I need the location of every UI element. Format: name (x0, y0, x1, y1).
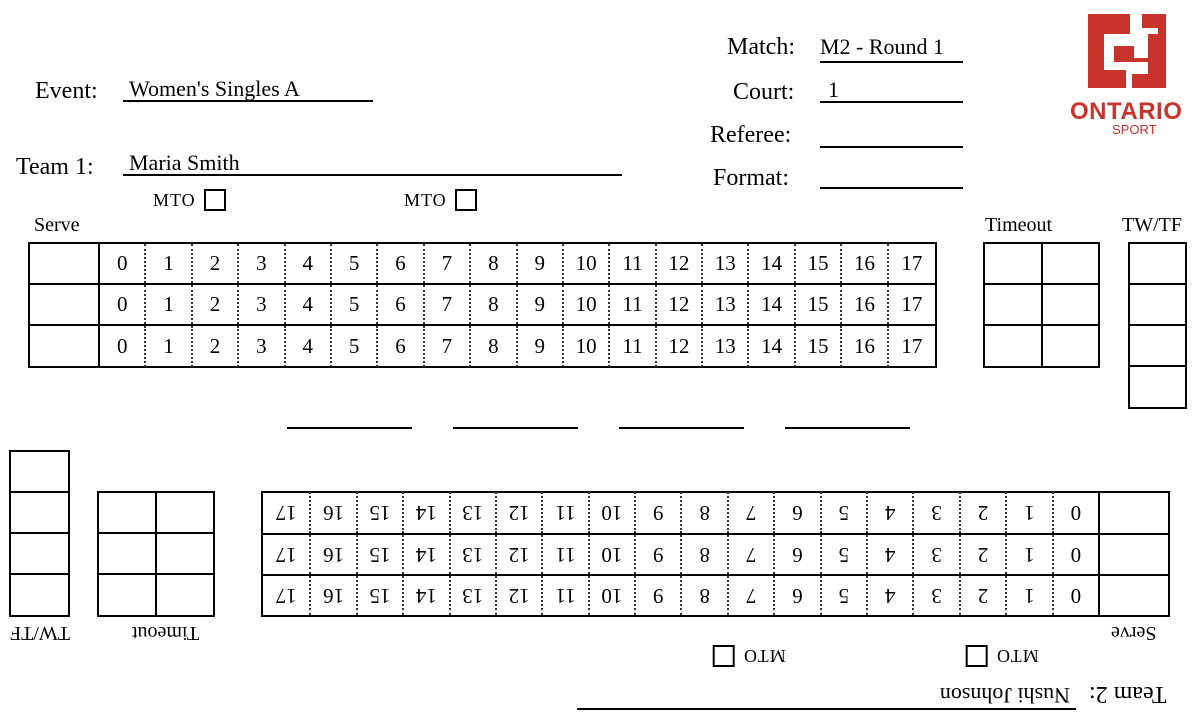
score-cell[interactable]: 4 (286, 244, 332, 283)
timeout-cell[interactable] (1043, 285, 1100, 326)
mto-label: MTO (404, 189, 447, 210)
serve-cell[interactable] (30, 326, 100, 367)
score-cell[interactable]: 11 (610, 326, 656, 367)
score-cell[interactable]: 14 (749, 244, 795, 283)
score-cell[interactable]: 1 (146, 326, 192, 367)
score-cell[interactable]: 2 (959, 492, 1005, 533)
team2-name: Nushi Johnson (939, 683, 1070, 708)
court-field[interactable]: 1 (820, 77, 963, 103)
score-cell[interactable]: 9 (518, 285, 564, 324)
team1-score-grid (28, 242, 937, 368)
score-cell[interactable]: 7 (727, 576, 773, 615)
score-cell[interactable]: 12 (657, 244, 703, 283)
court-label: Court: (733, 79, 795, 105)
timeout-cell[interactable] (99, 575, 157, 615)
score-cell[interactable]: 15 (796, 285, 842, 324)
score-cell[interactable]: 12 (495, 535, 541, 574)
timeout-cell[interactable] (99, 493, 157, 534)
score-cell[interactable]: 4 (286, 326, 332, 367)
score-cell[interactable]: 9 (518, 244, 564, 283)
score-cell[interactable]: 2 (193, 326, 239, 367)
mto-checkbox[interactable] (713, 645, 735, 667)
team1-name-field[interactable]: Maria Smith (123, 150, 622, 176)
score-cell[interactable]: 5 (820, 492, 866, 533)
score-cell[interactable]: 14 (402, 535, 448, 574)
score-cell[interactable]: 11 (541, 535, 587, 574)
score-cell[interactable]: 17 (901, 292, 923, 316)
score-cell[interactable]: 8 (680, 492, 726, 533)
twtf-cell[interactable] (11, 493, 68, 534)
score-cell[interactable]: 15 (356, 576, 402, 615)
match-field[interactable]: M2 - Round 1 (820, 34, 963, 63)
score-cell[interactable]: 13 (703, 244, 749, 283)
twtf-cell[interactable] (11, 534, 68, 575)
score-cell[interactable]: 2 (193, 244, 239, 283)
score-cell[interactable]: 7 (425, 244, 471, 283)
score-cell[interactable]: 8 (680, 535, 726, 574)
score-cell[interactable]: 1 (1005, 535, 1051, 574)
score-cell[interactable]: 0 (1052, 492, 1098, 533)
score-cell[interactable]: 8 (471, 285, 517, 324)
score-cell[interactable]: 12 (495, 576, 541, 615)
score-cell[interactable]: 1 (146, 244, 192, 283)
score-cell[interactable]: 10 (564, 244, 610, 283)
score-cell[interactable]: 0 (100, 285, 146, 324)
score-cell[interactable]: 15 (796, 244, 842, 283)
timeout-cell[interactable] (157, 493, 215, 534)
score-cell[interactable]: 8 (471, 244, 517, 283)
score-cell[interactable]: 6 (378, 285, 424, 324)
mto-checkbox[interactable] (966, 645, 988, 667)
mto-label: MTO (153, 189, 196, 210)
serve-cell[interactable] (30, 285, 100, 324)
team1-mto-2[interactable] (404, 189, 477, 211)
score-cell[interactable]: 9 (634, 535, 680, 574)
score-cell[interactable]: 4 (866, 535, 912, 574)
score-row (30, 244, 935, 285)
score-cell[interactable]: 0 (100, 244, 146, 283)
score-cell[interactable]: 4 (866, 576, 912, 615)
mto-label: MTO (743, 646, 786, 667)
score-cell[interactable]: 17 (275, 584, 297, 608)
twtf-cell[interactable] (1130, 326, 1185, 367)
timeout-cell[interactable] (99, 534, 157, 575)
twtf-cell[interactable] (11, 575, 68, 615)
twtf-cell[interactable] (1130, 244, 1185, 285)
score-row (263, 574, 1168, 615)
game-score-line-2[interactable] (453, 427, 578, 429)
serve-cell[interactable] (1098, 576, 1168, 615)
score-cell[interactable]: 4 (866, 492, 912, 533)
team1-twtf-grid (1128, 242, 1187, 409)
score-cell[interactable]: 5 (332, 326, 378, 367)
team2-timeout-label: Timeout (132, 622, 200, 644)
score-cell[interactable]: 10 (588, 535, 634, 574)
timeout-cell[interactable] (985, 326, 1043, 366)
score-row (263, 492, 1168, 533)
team2-twtf-label: TW/TF (10, 622, 70, 644)
score-cell[interactable]: 7 (425, 326, 471, 367)
score-cell[interactable]: 6 (773, 535, 819, 574)
score-row (30, 326, 935, 367)
team2-mto-2[interactable] (966, 645, 1039, 667)
score-cell[interactable]: 1 (1005, 492, 1051, 533)
score-cell[interactable]: 15 (796, 326, 842, 367)
match-label: Match: (727, 34, 795, 60)
ontario-sport-logo (1068, 12, 1186, 138)
score-row (30, 285, 935, 326)
score-cell[interactable]: 14 (749, 285, 795, 324)
score-cell[interactable]: 8 (471, 326, 517, 367)
timeout-cell[interactable] (157, 575, 215, 615)
team2-name-field[interactable] (577, 682, 1076, 710)
team1-timeout-label: Timeout (985, 214, 1053, 236)
score-cell[interactable]: 12 (495, 492, 541, 533)
timeout-cell[interactable] (1043, 244, 1100, 285)
score-cell[interactable]: 16 (842, 326, 888, 367)
team1-twtf-label: TW/TF (1122, 214, 1182, 236)
referee-label: Referee: (710, 122, 792, 148)
mto-checkbox[interactable] (204, 189, 226, 211)
score-cell[interactable]: 6 (773, 576, 819, 615)
team2-timeout-grid (97, 491, 215, 617)
score-cell[interactable]: 10 (564, 326, 610, 367)
twtf-cell[interactable] (1130, 285, 1185, 326)
ontario-sport-logo-mark (1068, 12, 1186, 102)
score-cell[interactable]: 3 (239, 244, 285, 283)
team2-label: Team 2: (1089, 681, 1167, 707)
score-cell[interactable]: 9 (634, 492, 680, 533)
score-cell[interactable]: 5 (332, 285, 378, 324)
team1-label: Team 1: (16, 154, 94, 180)
score-cell[interactable]: 7 (727, 492, 773, 533)
score-cell[interactable]: 6 (378, 326, 424, 367)
score-cell[interactable]: 17 (275, 543, 297, 567)
timeout-cell[interactable] (985, 285, 1043, 326)
score-row (263, 533, 1168, 574)
score-cell[interactable]: 16 (842, 244, 888, 283)
logo-sub: SPORT (1112, 122, 1157, 137)
score-cell[interactable]: 7 (425, 285, 471, 324)
score-cell[interactable]: 2 (959, 535, 1005, 574)
score-cell[interactable]: 5 (820, 576, 866, 615)
timeout-cell[interactable] (157, 534, 215, 575)
timeout-cell[interactable] (1043, 326, 1100, 366)
team1-serve-label: Serve (34, 214, 80, 236)
score-cell[interactable]: 0 (100, 326, 146, 367)
score-cell[interactable]: 13 (703, 285, 749, 324)
twtf-cell[interactable] (11, 452, 68, 493)
score-cell[interactable]: 13 (449, 576, 495, 615)
score-cell[interactable]: 3 (912, 535, 958, 574)
mto-label: MTO (996, 646, 1039, 667)
team1-mto-1[interactable] (153, 189, 226, 211)
score-cell[interactable]: 9 (634, 576, 680, 615)
game-score-line-1[interactable] (287, 427, 412, 429)
serve-cell[interactable] (1098, 535, 1168, 574)
score-cell[interactable]: 11 (541, 576, 587, 615)
score-cell[interactable]: 16 (309, 576, 355, 615)
mto-checkbox[interactable] (455, 189, 477, 211)
score-cell[interactable]: 13 (449, 492, 495, 533)
score-cell[interactable]: 16 (842, 285, 888, 324)
score-cell[interactable]: 16 (309, 492, 355, 533)
team2-score-grid (261, 491, 1170, 617)
format-label: Format: (713, 165, 789, 191)
serve-cell[interactable] (30, 244, 100, 283)
timeout-cell[interactable] (985, 244, 1043, 285)
score-cell[interactable]: 16 (309, 535, 355, 574)
score-cell[interactable]: 15 (356, 535, 402, 574)
score-cell[interactable]: 13 (449, 535, 495, 574)
score-cell[interactable]: 1 (146, 285, 192, 324)
score-cell[interactable]: 0 (1052, 576, 1098, 615)
referee-field[interactable] (820, 120, 963, 148)
score-cell[interactable]: 11 (610, 244, 656, 283)
score-cell[interactable]: 3 (912, 576, 958, 615)
score-cell[interactable]: 10 (588, 576, 634, 615)
score-cell[interactable]: 3 (239, 326, 285, 367)
score-cell[interactable]: 12 (657, 285, 703, 324)
score-cell[interactable]: 6 (378, 244, 424, 283)
score-cell[interactable]: 13 (703, 326, 749, 367)
event-label: Event: (35, 78, 98, 104)
serve-cell[interactable] (1098, 492, 1168, 533)
score-cell[interactable]: 1 (1005, 576, 1051, 615)
score-cell[interactable]: 2 (193, 285, 239, 324)
logo-brand: ONTARIO (1070, 98, 1183, 125)
team2-twtf-grid (9, 450, 70, 617)
game-score-line-4[interactable] (785, 427, 910, 429)
score-cell[interactable]: 3 (239, 285, 285, 324)
team2-serve-label: Serve (1111, 622, 1157, 644)
score-cell[interactable]: 0 (1052, 535, 1098, 574)
score-cell[interactable]: 14 (402, 492, 448, 533)
score-cell[interactable]: 9 (518, 326, 564, 367)
score-cell[interactable]: 5 (820, 535, 866, 574)
score-cell[interactable]: 10 (564, 285, 610, 324)
score-cell[interactable]: 14 (402, 576, 448, 615)
score-cell[interactable]: 6 (773, 492, 819, 533)
score-cell[interactable]: 5 (332, 244, 378, 283)
score-cell[interactable]: 12 (657, 326, 703, 367)
score-cell[interactable]: 17 (901, 251, 923, 275)
score-cell[interactable]: 15 (356, 492, 402, 533)
score-cell[interactable]: 17 (275, 501, 297, 525)
score-cell[interactable]: 4 (286, 285, 332, 324)
score-cell[interactable]: 17 (901, 334, 923, 358)
team2-mto-1[interactable] (713, 645, 786, 667)
score-cell[interactable]: 7 (727, 535, 773, 574)
twtf-cell[interactable] (1130, 367, 1185, 407)
team1-timeout-grid (983, 242, 1100, 368)
score-cell[interactable]: 14 (749, 326, 795, 367)
format-field[interactable] (820, 161, 963, 189)
score-cell[interactable]: 3 (912, 492, 958, 533)
event-field[interactable]: Women's Singles A (123, 76, 373, 102)
game-score-line-3[interactable] (619, 427, 744, 429)
score-cell[interactable]: 11 (541, 492, 587, 533)
score-cell[interactable]: 11 (610, 285, 656, 324)
score-cell[interactable]: 8 (680, 576, 726, 615)
score-cell[interactable]: 10 (588, 492, 634, 533)
score-cell[interactable]: 2 (959, 576, 1005, 615)
